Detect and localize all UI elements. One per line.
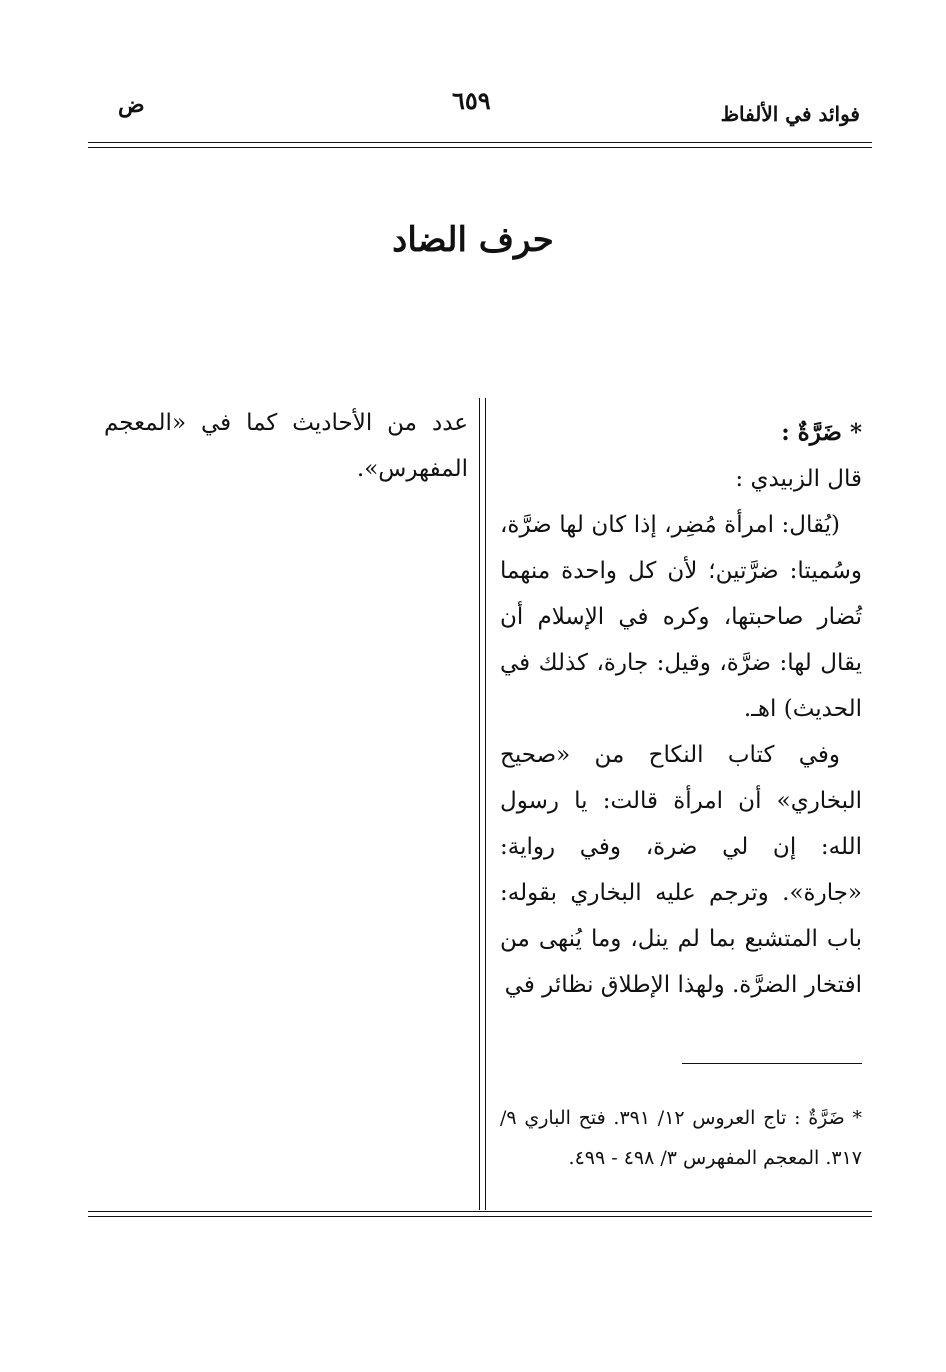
left-column-text: عدد من الأحاديث كما في «المعجم المفهرس». — [104, 410, 468, 482]
entry-headword: * ضَرَّةٌ : — [781, 419, 862, 446]
header-letter: ض — [118, 92, 145, 118]
footer-rule-bottom — [88, 1216, 872, 1217]
left-column — [104, 400, 468, 492]
header-rule-top — [88, 142, 872, 143]
column-divider-right — [485, 398, 486, 1028]
entry-attribution: قال الزبيدي : — [735, 466, 862, 492]
column-divider-left — [479, 398, 480, 1028]
column-divider-lower-right — [485, 1028, 486, 1210]
footnote-rule — [682, 1063, 862, 1064]
entry-quote: (يُقال: امرأة مُضِر، إذا كان لها ضرَّة، وسُميتا: ضرَّتين؛ لأن كل واحدة منهما تُضار صاحبتها، وكره في الإسلام أن يقال لها: ضرَّة، وقيل: جارة، كذلك في الحديث) اهـ. — [500, 512, 862, 722]
page-number: ٦٥٩ — [452, 86, 491, 115]
section-title: حرف الضاد — [392, 220, 554, 260]
footnote-text: * ضَرَّةٌ : تاج العروس ١٢/ ٣٩١. فتح الباري ٩/ ٣١٧. المعجم المفهرس ٣/ ٤٩٨ - ٤٩٩. — [500, 1107, 862, 1169]
header-rule-bottom — [88, 147, 872, 148]
column-divider-lower-left — [479, 1028, 480, 1210]
book-title: فوائد في الألفاظ — [720, 102, 860, 126]
entry-body: وفي كتاب النكاح من «صحيح البخاري» أن امرأة قالت: يا رسول الله: إن لي ضرة، وفي رواية: «جارة». وترجم عليه البخاري بقوله: باب المتشبع بما لم ينل، وما يُنهى من افتخار الضرَّة. ولهذا الإطلاق نظائر في — [500, 742, 862, 998]
right-column — [500, 410, 862, 1008]
footer-rule-top — [88, 1211, 872, 1212]
footnote — [500, 1098, 862, 1178]
